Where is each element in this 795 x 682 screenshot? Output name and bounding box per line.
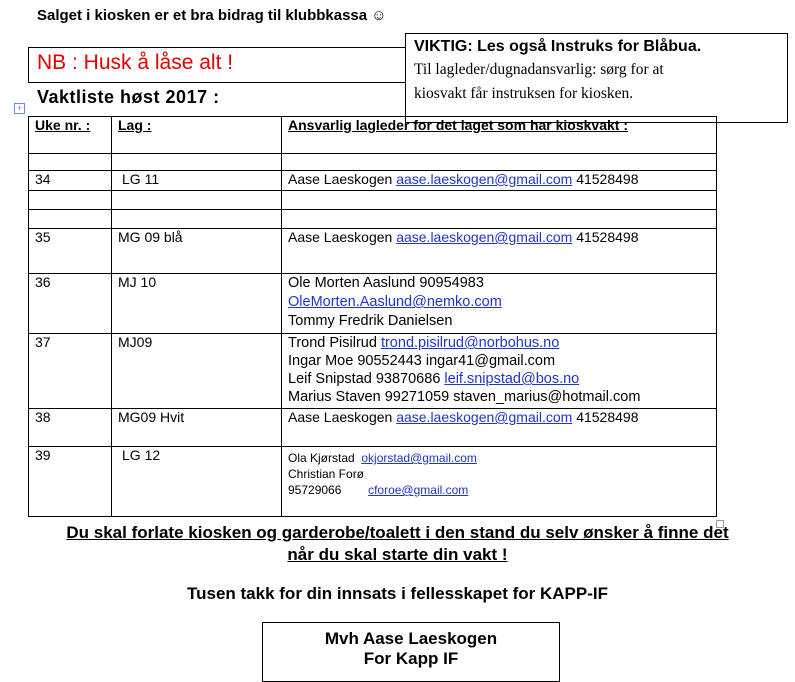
table-header-row [29,117,717,154]
email-link[interactable]: leif.snipstad@bos.no [444,371,580,387]
header-week: Uke nr. : [29,117,112,154]
thanks-line: Tusen takk for din innsats i fellesskapet for KAPP-IF [187,584,608,603]
signature-line-2: For Kapp IF [363,649,459,668]
team-cell: MG 09 blå [112,229,282,274]
leader-cell: Aase Laeskogen aase.laeskogen@gmail.com 41528498 [282,229,717,274]
spacer-row [29,154,717,171]
leader-cell: Aase Laeskogen aase.laeskogen@gmail.com 41528498 [282,171,717,191]
viktig-body [414,58,779,106]
email-link[interactable]: aase.laeskogen@gmail.com [396,409,573,425]
viktig-line-1: Til lagleder/dugnadansvarlig: sørg for at [414,61,664,78]
team-cell: MJ 10 [112,274,282,334]
week-cell: 37 [29,334,112,409]
team-cell: LG 12 [112,447,282,517]
vaktliste-heading: Vaktliste høst 2017 : [37,87,220,107]
signature-line-1: Mvh Aase Laeskogen [324,629,498,648]
leader-cell: Aase Laeskogen aase.laeskogen@gmail.com 41528498 [282,409,717,447]
spacer-row [29,191,717,210]
team-cell: LG 11 [112,171,282,191]
vaktliste-table [28,116,717,517]
spacer-row [29,210,717,229]
signature-box [262,622,560,682]
table-row [29,274,717,334]
email-link[interactable]: trond.pisilrud@norbohus.no [380,335,560,351]
header-team: Lag : [112,117,282,154]
email-link[interactable]: aase.laeskogen@gmail.com [396,171,573,187]
week-cell: 34 [29,171,112,191]
table-row [29,171,717,191]
leader-cell: Ola Kjørstad okjorstad@gmail.com Christian Forø 95729066 cforoe@gmail.com [282,447,717,517]
team-cell: MG09 Hvit [112,409,282,447]
leader-cell: Ole Morten Aaslund 90954983 OleMorten.Aaslund@nemko.com Tommy Fredrik Danielsen [282,274,717,334]
table-row [29,229,717,274]
table-move-handle-icon[interactable]: + [14,103,25,114]
week-cell: 38 [29,409,112,447]
notice-line-2: når du skal starte din vakt ! [287,545,508,564]
document-title: Salget i kiosken er et bra bidrag til klubbkassa ☺ [37,7,387,24]
email-link[interactable]: aase.laeskogen@gmail.com [396,229,573,245]
viktig-line-2: kiosvakt får instruksen for kiosken. [414,85,634,102]
table-row [29,334,717,409]
viktig-title: VIKTIG: Les også Instruks for Blåbua. [414,38,702,55]
team-cell: MJ09 [112,334,282,409]
table-row [29,409,717,447]
email-link[interactable]: cforoe@gmail.com [368,483,469,497]
header-leader: Ansvarlig lagleder for det laget som har kioskvakt : [282,117,717,154]
table-row [29,447,717,517]
notice-line-1: Du skal forlate kiosken og garderobe/toalett i den stand du selv ønsker å finne det [66,523,729,542]
leader-cell: Trond Pisilrud trond.pisilrud@norbohus.no Ingar Moe 90552443 ingar41@gmail.com Leif Snipstad 93870686 leif.snipstad@bos.no Marius Staven 99271059 staven_marius@hotmail.com [282,334,717,409]
week-cell: 35 [29,229,112,274]
nb-warning: NB : Husk å låse alt ! [37,51,234,74]
viktig-textbox[interactable] [405,33,788,123]
email-link[interactable]: okjorstad@gmail.com [361,451,477,465]
email-link[interactable]: OleMorten.Aaslund@nemko.com [288,294,502,310]
week-cell: 39 [29,447,112,517]
week-cell: 36 [29,274,112,334]
